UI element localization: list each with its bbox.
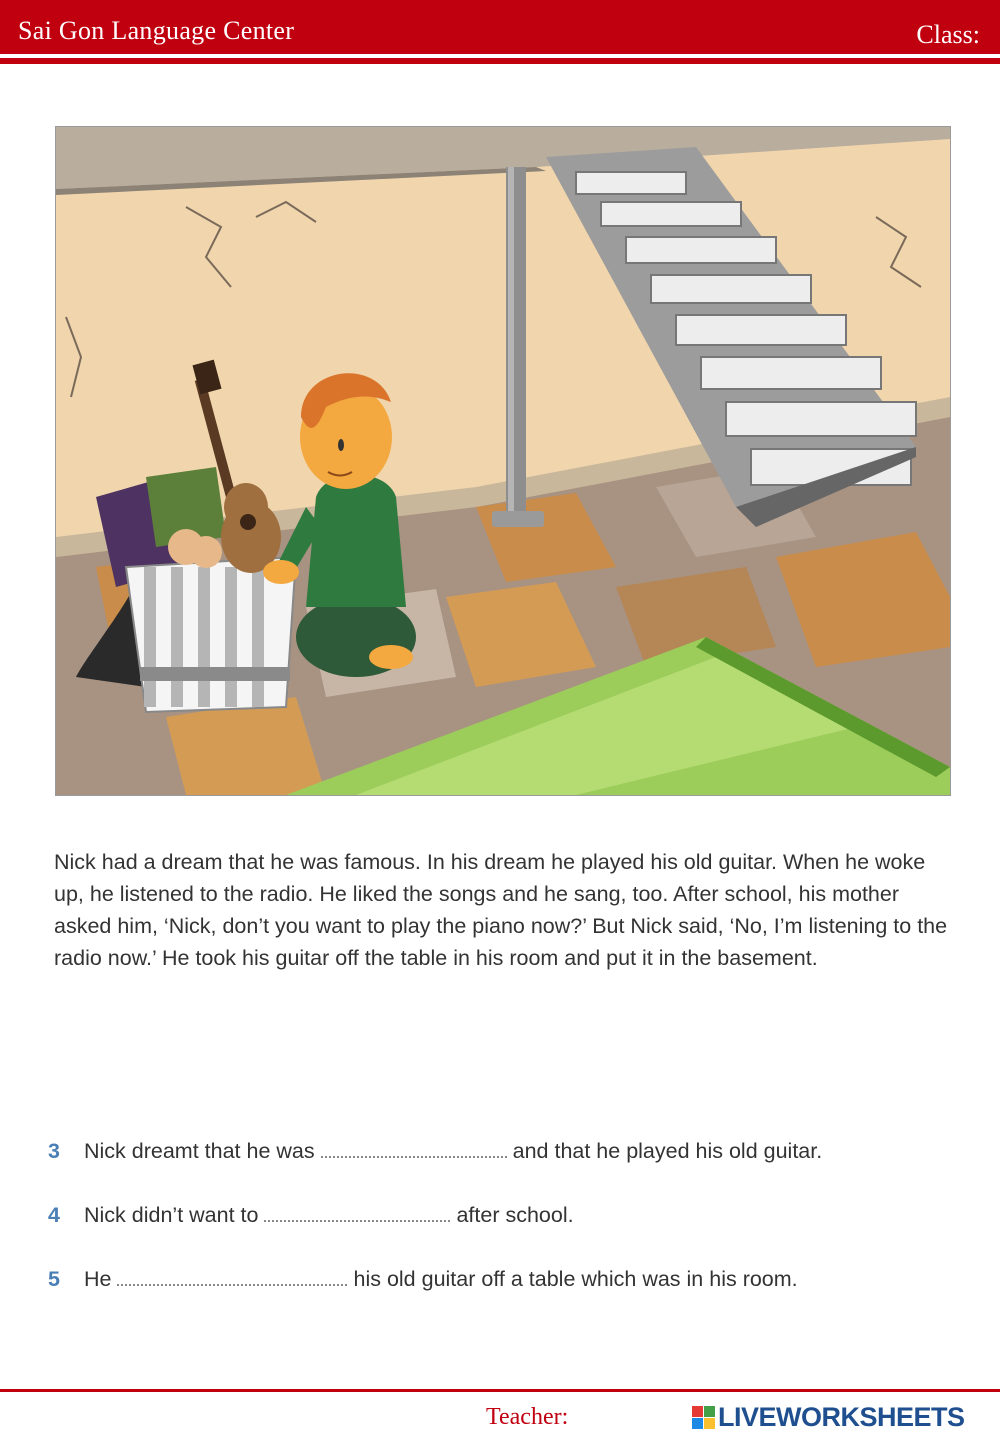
header-bar [0,0,1000,54]
basement-illustration [55,126,951,796]
question-number: 3 [48,1139,60,1163]
answer-blank-5[interactable] [117,1266,347,1286]
class-label: Class: [916,20,980,49]
liveworksheets-icon [692,1406,715,1429]
question-number: 5 [48,1267,60,1291]
boy-with-guitar-image [56,127,950,795]
answer-blank-4[interactable] [264,1202,450,1222]
header-rule [0,58,1000,64]
liveworksheets-logo[interactable] [692,1402,965,1433]
question-3 [48,1138,822,1164]
center-name: Sai Gon Language Center [18,16,295,45]
answer-blank-3[interactable] [321,1138,507,1158]
question-text-after: his old guitar off a table which was in his room. [353,1267,798,1291]
question-5 [48,1266,798,1292]
question-4 [48,1202,574,1228]
teacher-label: Teacher: [486,1404,569,1430]
brand-name: LIVEWORKSHEETS [718,1402,965,1432]
question-text-before: Nick dreamt that he was [84,1139,315,1163]
question-text-before: He [84,1267,112,1291]
story-paragraph: Nick had a dream that he was famous. In his dream he played his old guitar. When he woke up, he listened to the radio. He liked the songs and he sang, too. After school, his mother asked him, ‘Nick, don’t you want to play the piano now?’ But Nick said, ‘No, I’m listening to the radio now.’ He took his guitar off the table in his room and put it in the basement. [54,850,948,970]
question-text-after: after school. [456,1203,574,1227]
question-text-after: and that he played his old guitar. [512,1139,823,1163]
question-number: 4 [48,1203,60,1227]
footer-rule [0,1389,1000,1392]
question-text-before: Nick didn’t want to [84,1203,259,1227]
